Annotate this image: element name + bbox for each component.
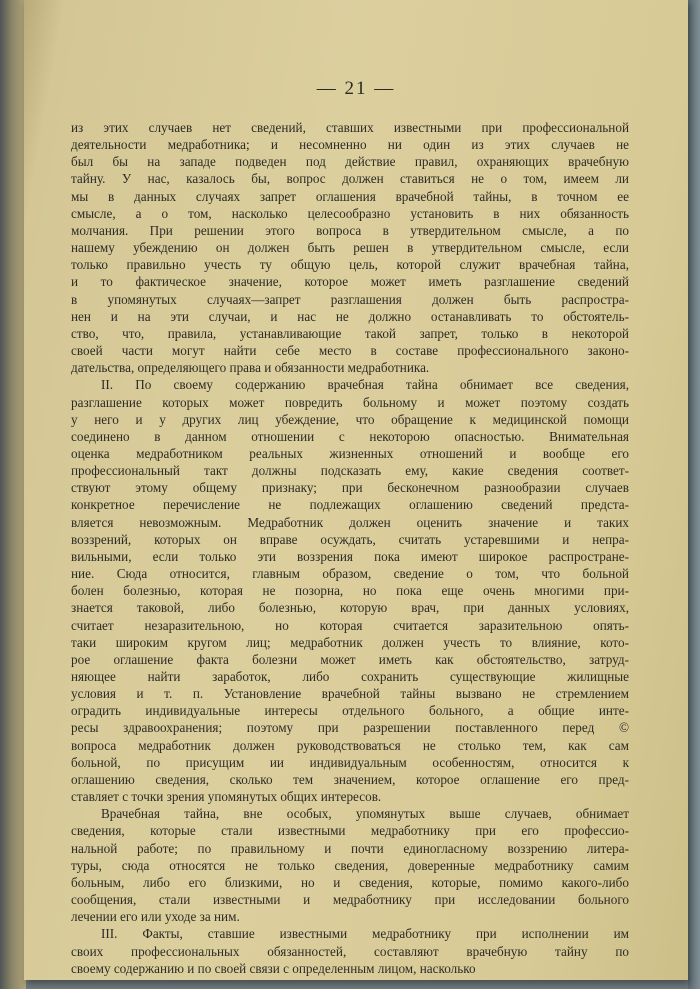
- text-line: нашему убеждению он должен быть решен в утвердительном смысле, если: [71, 240, 629, 256]
- background-edge: [688, 0, 700, 989]
- text-line: смысле, а о том, насколько целесообразно установить в них обязанность: [71, 205, 629, 221]
- text-line: в упомянутых случаях—запрет разглашения должен быть распростра-: [71, 291, 629, 307]
- text-line: III. Факты, ставшие известными медработнику при исполнении им: [101, 926, 629, 942]
- text-line: оглашению сведения, сколько тем значением, которое оглашение его пред-: [71, 771, 629, 787]
- text-line: вопроса медработник должен руководствоваться не столько тем, как сам: [71, 737, 629, 753]
- book-page: [24, 0, 688, 980]
- paragraph: [71, 925, 629, 976]
- text-line: больной, по присущим ии индивидуальным особенностям, относится к: [71, 754, 629, 770]
- text-line: и то фактическое значение, которое может иметь разглашение сведений: [71, 274, 629, 290]
- text-line: Врачебная тайна, вне особых, упомянутых выше случаев, обнимает: [101, 806, 629, 822]
- text-line: своей части могут найти себе место в составе профессионального законо-: [71, 343, 629, 359]
- text-line: ствуют этому общему признаку; при бесконечном разнообразии случаев: [71, 480, 629, 496]
- text-line: у него и у других лиц убеждение, что обращение к медицинской помощи: [71, 411, 629, 427]
- text-line: молчания. При решении этого вопроса в утвердительном смысле, а по: [71, 222, 629, 238]
- text-line: II. По своему содержанию врачебная тайна обнимает все сведения,: [101, 377, 629, 393]
- text-line: вляется невозможным. Медработник должен оценить значение и таких: [71, 514, 629, 530]
- page-number: — 21 —: [316, 78, 396, 99]
- text-line: своих профессиональных обязанностей, составляют врачебную тайну по: [71, 943, 629, 959]
- text-line: дательства, определяющего права и обязанности медработника.: [71, 360, 430, 376]
- text-line: условия и т. п. Установление врачебной тайны вызвано не стремлением: [71, 686, 629, 702]
- text-line: воззрений, которых он вправе осуждать, считать устаревшими и непра-: [71, 531, 629, 547]
- text-line: туры, сюда относятся не только сведения, доверенные медработнику самим: [71, 857, 629, 873]
- paragraph: [71, 805, 629, 925]
- text-line: был бы на западе подведен под действие правил, охраняющих врачебную: [71, 154, 629, 170]
- text-line: своему содержанию и по своей связи с определенным лицом, насколько: [71, 960, 476, 976]
- text-line: разглашение которых может повредить больному и может поэтому создать: [71, 394, 629, 410]
- text-line: деятельности медработника; и несомненно ни один из этих случаев не: [71, 137, 629, 153]
- text-line: нен и на эти случаи, и нас не должно останавливать то обстоятель-: [71, 308, 629, 324]
- facing-page-edge: [0, 0, 26, 989]
- text-line: ставляет с точки зрения упомянутых общих интересов.: [71, 789, 382, 805]
- text-line: знается таковой, либо болезнью, которую врач, при данных условиях,: [71, 600, 629, 616]
- text-line: вильными, если только эти воззрения пока имеют широкое распростране-: [71, 548, 629, 564]
- text-line: таки широким кругом лиц; медработник должен учесть то влияние, кото-: [71, 634, 629, 650]
- text-line: нальной работе; по правильному и почти единогласному воззрению литера-: [71, 840, 629, 856]
- text-line: ство, что, правила, устанавливающие такой запрет, только в некоторой: [71, 325, 629, 341]
- text-line: больным, либо его близкими, но и сведения, которые, помимо какого-либо: [71, 874, 629, 890]
- paragraph: [71, 376, 629, 805]
- text-line: мы в данных случаях запрет оглашения врачебной тайны, в точном ее: [71, 188, 629, 204]
- text-line: лечении его или уходе за ним.: [71, 909, 240, 925]
- text-line: оградить индивидуальные интересы отдельного больного, а общие инте-: [71, 703, 629, 719]
- text-line: болен болезнью, которая не позорна, но пока еще очень многими при-: [71, 583, 629, 599]
- text-line: ресы здравоохранения; поэтому при разрешении поставленного перед ©: [71, 720, 629, 736]
- text-line: сообщения, стали известными и медработнику при исследовании больного: [71, 892, 629, 908]
- text-line: оценка медработником реальных жизненных отношений и вообще его: [71, 445, 629, 461]
- text-line: тайну. У нас, казалось бы, вопрос должен ставиться не о том, имеем ли: [71, 171, 629, 187]
- page-text: [71, 119, 629, 977]
- text-line: сведения, которые стали известными медработнику при его профессио-: [71, 823, 629, 839]
- paragraph: [71, 119, 629, 376]
- text-line: рое оглашение факта болезни может иметь как обстоятельство, затруд-: [71, 651, 629, 667]
- text-line: няющее найти заработок, либо сохранить существующие жилищные: [71, 669, 629, 684]
- text-line: конкретное перечисление не подлежащих оглашению сведений предста-: [71, 497, 629, 513]
- text-line: профессиональный такт должны подсказать ему, какие сведения соответ-: [71, 463, 629, 479]
- text-line: соединено в данном отношении с некоторою опасностью. Внимательная: [71, 428, 629, 444]
- text-line: считает незаразительною, но которая считается заразительною опять-: [71, 617, 629, 633]
- text-line: ние. Сюда относится, главным образом, сведение о том, что больной: [71, 566, 629, 582]
- text-line: только правильно учесть ту общую цель, которой служит врачебная тайна,: [71, 257, 629, 273]
- text-line: из этих случаев нет сведений, ставших известными при профессиональной: [71, 120, 629, 135]
